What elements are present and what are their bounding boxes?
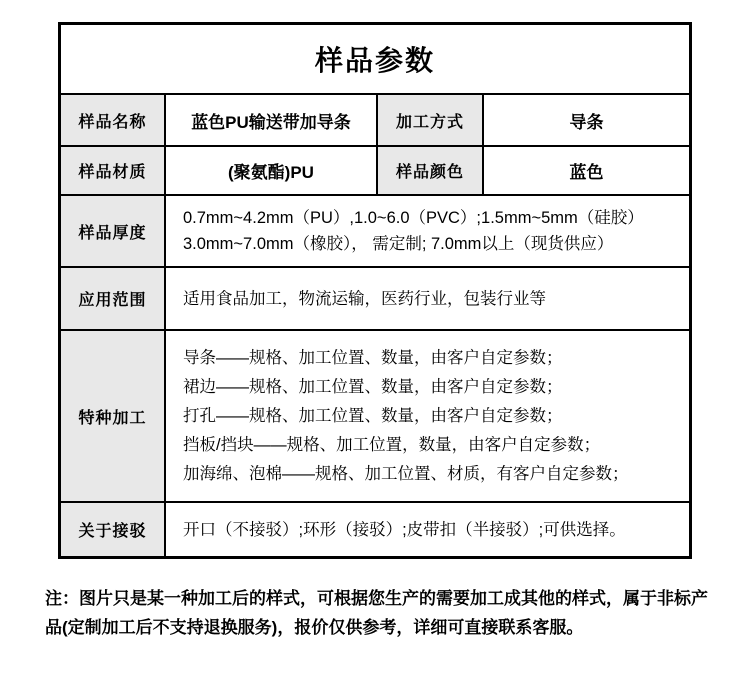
table-row-special-processing [61,329,689,501]
joint-line-1: 开口（不接驳）;环形（接驳）;皮带扣（半接驳）;可供选择。 [183,520,626,539]
table-row-sample-name [61,93,689,145]
value-sample-thickness [164,196,689,266]
thickness-line-2: 3.0mm~7.0mm（橡胶）， 需定制; 7.0mm以上（现货供应） [183,235,614,253]
table-row-application-scope [61,266,689,329]
value-processing-method: 导条 [482,95,689,145]
label-special-processing: 特种加工 [61,331,164,501]
special-processing-line-4: 挡板/挡块——规格、加工位置，数量，由客户自定参数； [183,435,601,454]
label-sample-material: 样品材质 [61,147,164,194]
application-line-1: 适用食品加工，物流运输，医药行业，包装行业等 [183,289,546,308]
footnote: 注：图片只是某一种加工后的样式，可根据您生产的需要加工成其他的样式，属于非标产品(定制加工后不支持退换服务)，报价仅供参考，详细可直接联系客服。 [45,589,708,637]
table-row-about-joint [61,501,689,556]
value-sample-name: 蓝色PU输送带加导条 [164,95,376,145]
sample-parameters-table [58,22,692,559]
special-processing-line-2: 裙边——规格、加工位置、数量，由客户自定参数； [183,377,563,396]
value-sample-color: 蓝色 [482,147,689,194]
label-sample-name: 样品名称 [61,95,164,145]
special-processing-line-3: 打孔——规格、加工位置、数量，由客户自定参数； [183,406,563,425]
label-sample-thickness: 样品厚度 [61,196,164,266]
thickness-line-1: 0.7mm~4.2mm（PU）,1.0~6.0（PVC）;1.5mm~5mm（硅胶） [183,209,644,227]
value-application-scope [164,268,689,329]
value-about-joint [164,503,689,556]
label-sample-color: 样品颜色 [376,147,482,194]
special-processing-line-1: 导条——规格、加工位置、数量，由客户自定参数； [183,348,563,367]
table-title: 样品参数 [314,45,435,76]
special-processing-line-5: 加海绵、泡棉——规格、加工位置、材质，有客户自定参数； [183,464,629,483]
table-title-row [61,25,689,93]
table-row-sample-thickness [61,194,689,266]
table-row-sample-material [61,145,689,194]
value-special-processing [164,331,689,501]
label-processing-method: 加工方式 [376,95,482,145]
value-sample-material: (聚氨酯)PU [164,147,376,194]
label-about-joint: 关于接驳 [61,503,164,556]
label-application-scope: 应用范围 [61,268,164,329]
